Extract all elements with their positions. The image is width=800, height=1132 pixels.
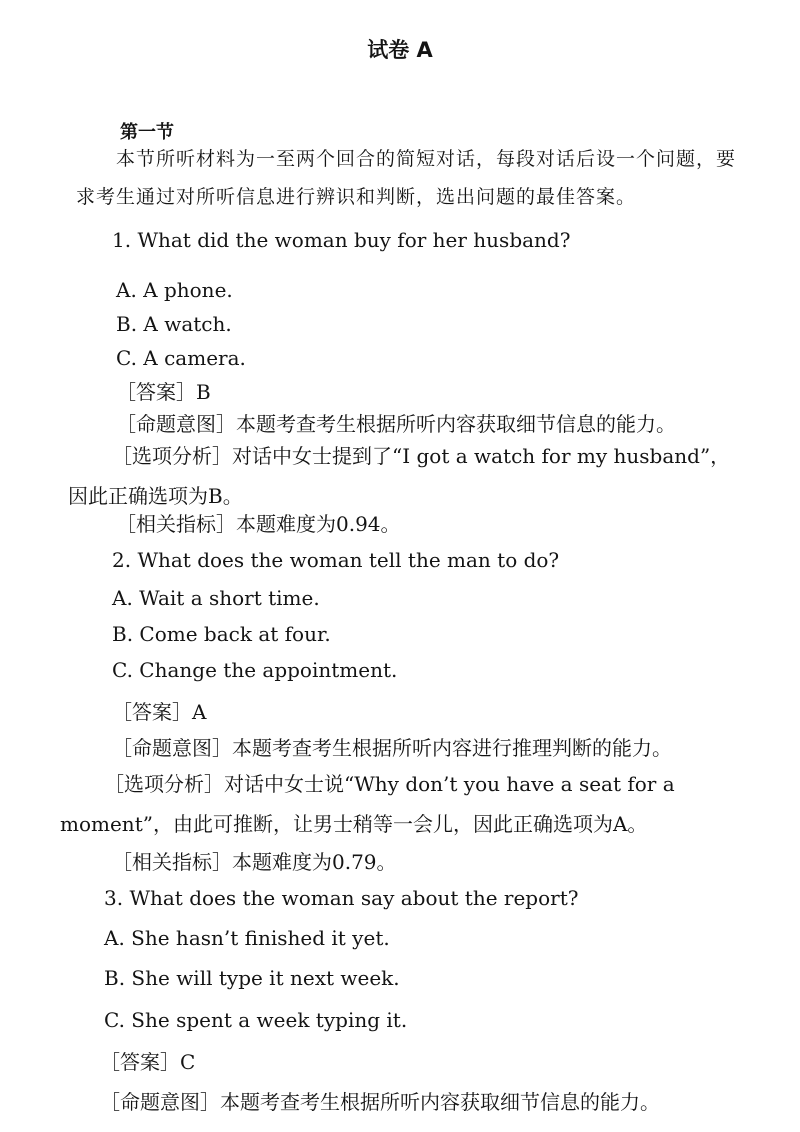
question-1-stem: 1. What did the woman buy for her husband? — [112, 228, 571, 252]
question-1-analysis: ［选项分析］对话中女士提到了“I got a watch for my husband”，因此正确选项为B。 — [68, 444, 731, 508]
question-1-option-c: C. A camera. — [116, 346, 246, 370]
question-3-option-c: C. She spent a week typing it. — [104, 1008, 408, 1032]
question-1-option-a: A. A phone. — [116, 278, 233, 302]
question-2-intent: ［命题意图］本题考查考生根据所听内容进行推理判断的能力。 — [112, 736, 672, 760]
question-2-stem: 2. What does the woman tell the man to do? — [112, 548, 560, 572]
question-2-analysis: ［选项分析］对话中女士说“Why don’t you have a seat for a moment”，由此可推断，让男士稍等一会儿，因此正确选项为A。 — [60, 772, 675, 836]
question-2-option-c: C. Change the appointment. — [112, 658, 398, 682]
question-3-stem: 3. What does the woman say about the report? — [104, 886, 579, 910]
page-title: 试卷 A — [367, 38, 433, 62]
question-3-answer: ［答案］C — [100, 1050, 196, 1074]
question-1-option-b: B. A watch. — [116, 312, 232, 336]
section-heading: 第一节 — [120, 122, 174, 143]
question-3-option-b: B. She will type it next week. — [104, 966, 400, 990]
question-3-intent: ［命题意图］本题考查考生根据所听内容获取细节信息的能力。 — [100, 1090, 660, 1114]
section-intro: 本节所听材料为一至两个回合的简短对话，每段对话后设一个问题，要求考生通过对所听信息进行辨识和判断，选出问题的最佳答案。 — [76, 148, 737, 208]
question-1-intent: ［命题意图］本题考查考生根据所听内容获取细节信息的能力。 — [116, 412, 676, 436]
question-1-difficulty: ［相关指标］本题难度为0.94。 — [116, 512, 401, 536]
question-2-difficulty: ［相关指标］本题难度为0.79。 — [112, 850, 397, 874]
question-1-answer: ［答案］B — [116, 380, 211, 404]
question-2-option-b: B. Come back at four. — [112, 622, 331, 646]
question-2-option-a: A. Wait a short time. — [112, 586, 320, 610]
question-3-option-a: A. She hasn’t finished it yet. — [104, 926, 390, 950]
question-2-answer: ［答案］A — [112, 700, 207, 724]
